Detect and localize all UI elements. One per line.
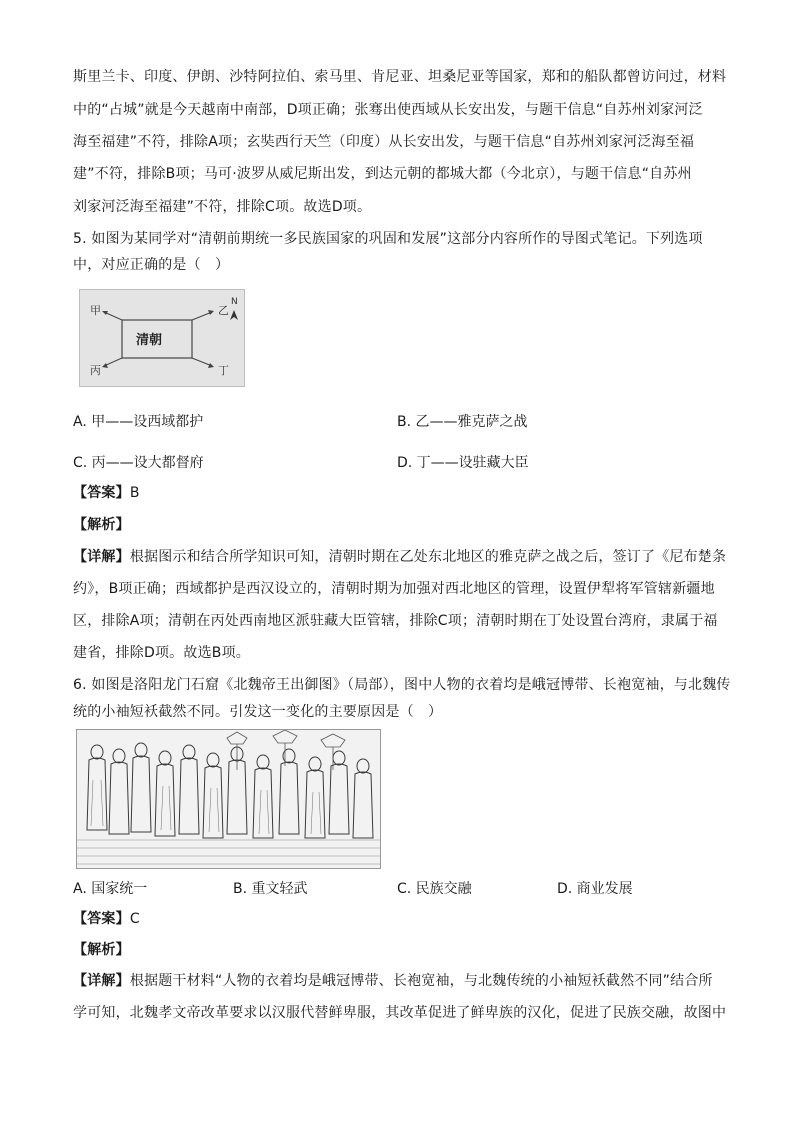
question-5-stem: 中，对应正确的是（ ） [73, 257, 230, 273]
text-line: 建省，排除D项。故选B项。 [73, 645, 250, 661]
svg-text:N: N [231, 297, 238, 307]
answer-value: C [129, 911, 140, 927]
detail-line: 【详解】根据题干材料“人物的衣着均是峨冠博带、长袍宽袖，与北魏传统的小袖短袄截然不同”结合所 [73, 973, 713, 989]
text-line: 海至福建”不符，排除A项；玄奘西行天竺（印度）从长安出发，与题干信息“自苏州刘家河泛海至福 [73, 134, 695, 150]
answer-tag: 【答案】 [73, 485, 130, 501]
map-center-label: 清朝 [136, 333, 163, 348]
option-b: B. 重文轻武 [233, 881, 308, 897]
text-line: 中的“占城”就是今天越南中南部，D项正确；张骞出使西域从长安出发，与题干信息“自苏州刘家河泛 [73, 102, 703, 118]
text-line: 区，排除A项；清朝在丙处西南地区派驻藏大臣管辖，排除C项；清朝时期在丁处设置台湾府，隶属于福 [73, 613, 718, 629]
option-d: D. 商业发展 [557, 881, 633, 897]
answer-value: B [129, 485, 140, 501]
map-label-bing: 丙 [90, 364, 101, 377]
detail-line: 【详解】根据图示和结合所学知识可知，清朝时期在乙处东北地区的雅克萨之战之后，签订了《尼布楚条 [73, 549, 727, 565]
option-b: B. 乙——雅克萨之战 [397, 414, 528, 430]
map-label-jia: 甲 [90, 304, 101, 317]
analysis-tag: 【解析】 [73, 942, 130, 958]
text-line: 约》，B项正确；西域都护是西汉设立的，清朝时期为加强对西北地区的管理，设置伊犁将军管辖新疆地 [73, 581, 715, 597]
detail-tag: 【详解】 [73, 973, 130, 989]
map-label-ding: 丁 [218, 364, 229, 377]
text-line: 斯里兰卡、印度、伊朗、沙特阿拉伯、索马里、肯尼亚、坦桑尼亚等国家，郑和的船队都曾访问过，材料 [73, 69, 727, 85]
detail-tag: 【详解】 [73, 549, 130, 565]
map-label-yi: 乙 [218, 304, 229, 317]
question-6-stem: 6. 如图是洛阳龙门石窟《北魏帝王出御图》（局部），图中人物的衣着均是峨冠博带、长袍宽袖，与北魏传 [73, 677, 731, 693]
answer-tag: 【答案】 [73, 911, 130, 927]
answer-line [73, 483, 140, 503]
text-line: 建”不符，排除B项；马可·波罗从威尼斯出发，到达元朝的都城大都（今北京），与题干信息“自苏州 [73, 166, 692, 182]
question-6-stem: 统的小袖短袄截然不同。引发这一变化的主要原因是（ ） [73, 704, 443, 720]
analysis-tag: 【解析】 [73, 517, 130, 533]
option-a: A. 甲——设西域都护 [73, 414, 204, 430]
option-c: C. 民族交融 [397, 881, 472, 897]
text-line: 刘家河泛海至福建”不符，排除C项。故选D项。 [73, 199, 372, 215]
answer-line [73, 909, 140, 929]
option-a: A. 国家统一 [73, 881, 148, 897]
northern-wei-relief-image [76, 729, 381, 869]
north-arrow-icon [230, 297, 238, 320]
qing-dynasty-map-figure [79, 289, 245, 387]
option-c: C. 丙——设大都督府 [73, 455, 204, 471]
option-d: D. 丁——设驻藏大臣 [397, 455, 529, 471]
question-5-stem: 5. 如图为某同学对“清朝前期统一多民族国家的巩固和发展”这部分内容所作的导图式笔记。下列选项 [73, 231, 703, 247]
text-line: 学可知，北魏孝文帝改革要求以汉服代替鲜卑服，其改革促进了鲜卑族的汉化，促进了民族交融，故图中 [73, 1005, 727, 1021]
